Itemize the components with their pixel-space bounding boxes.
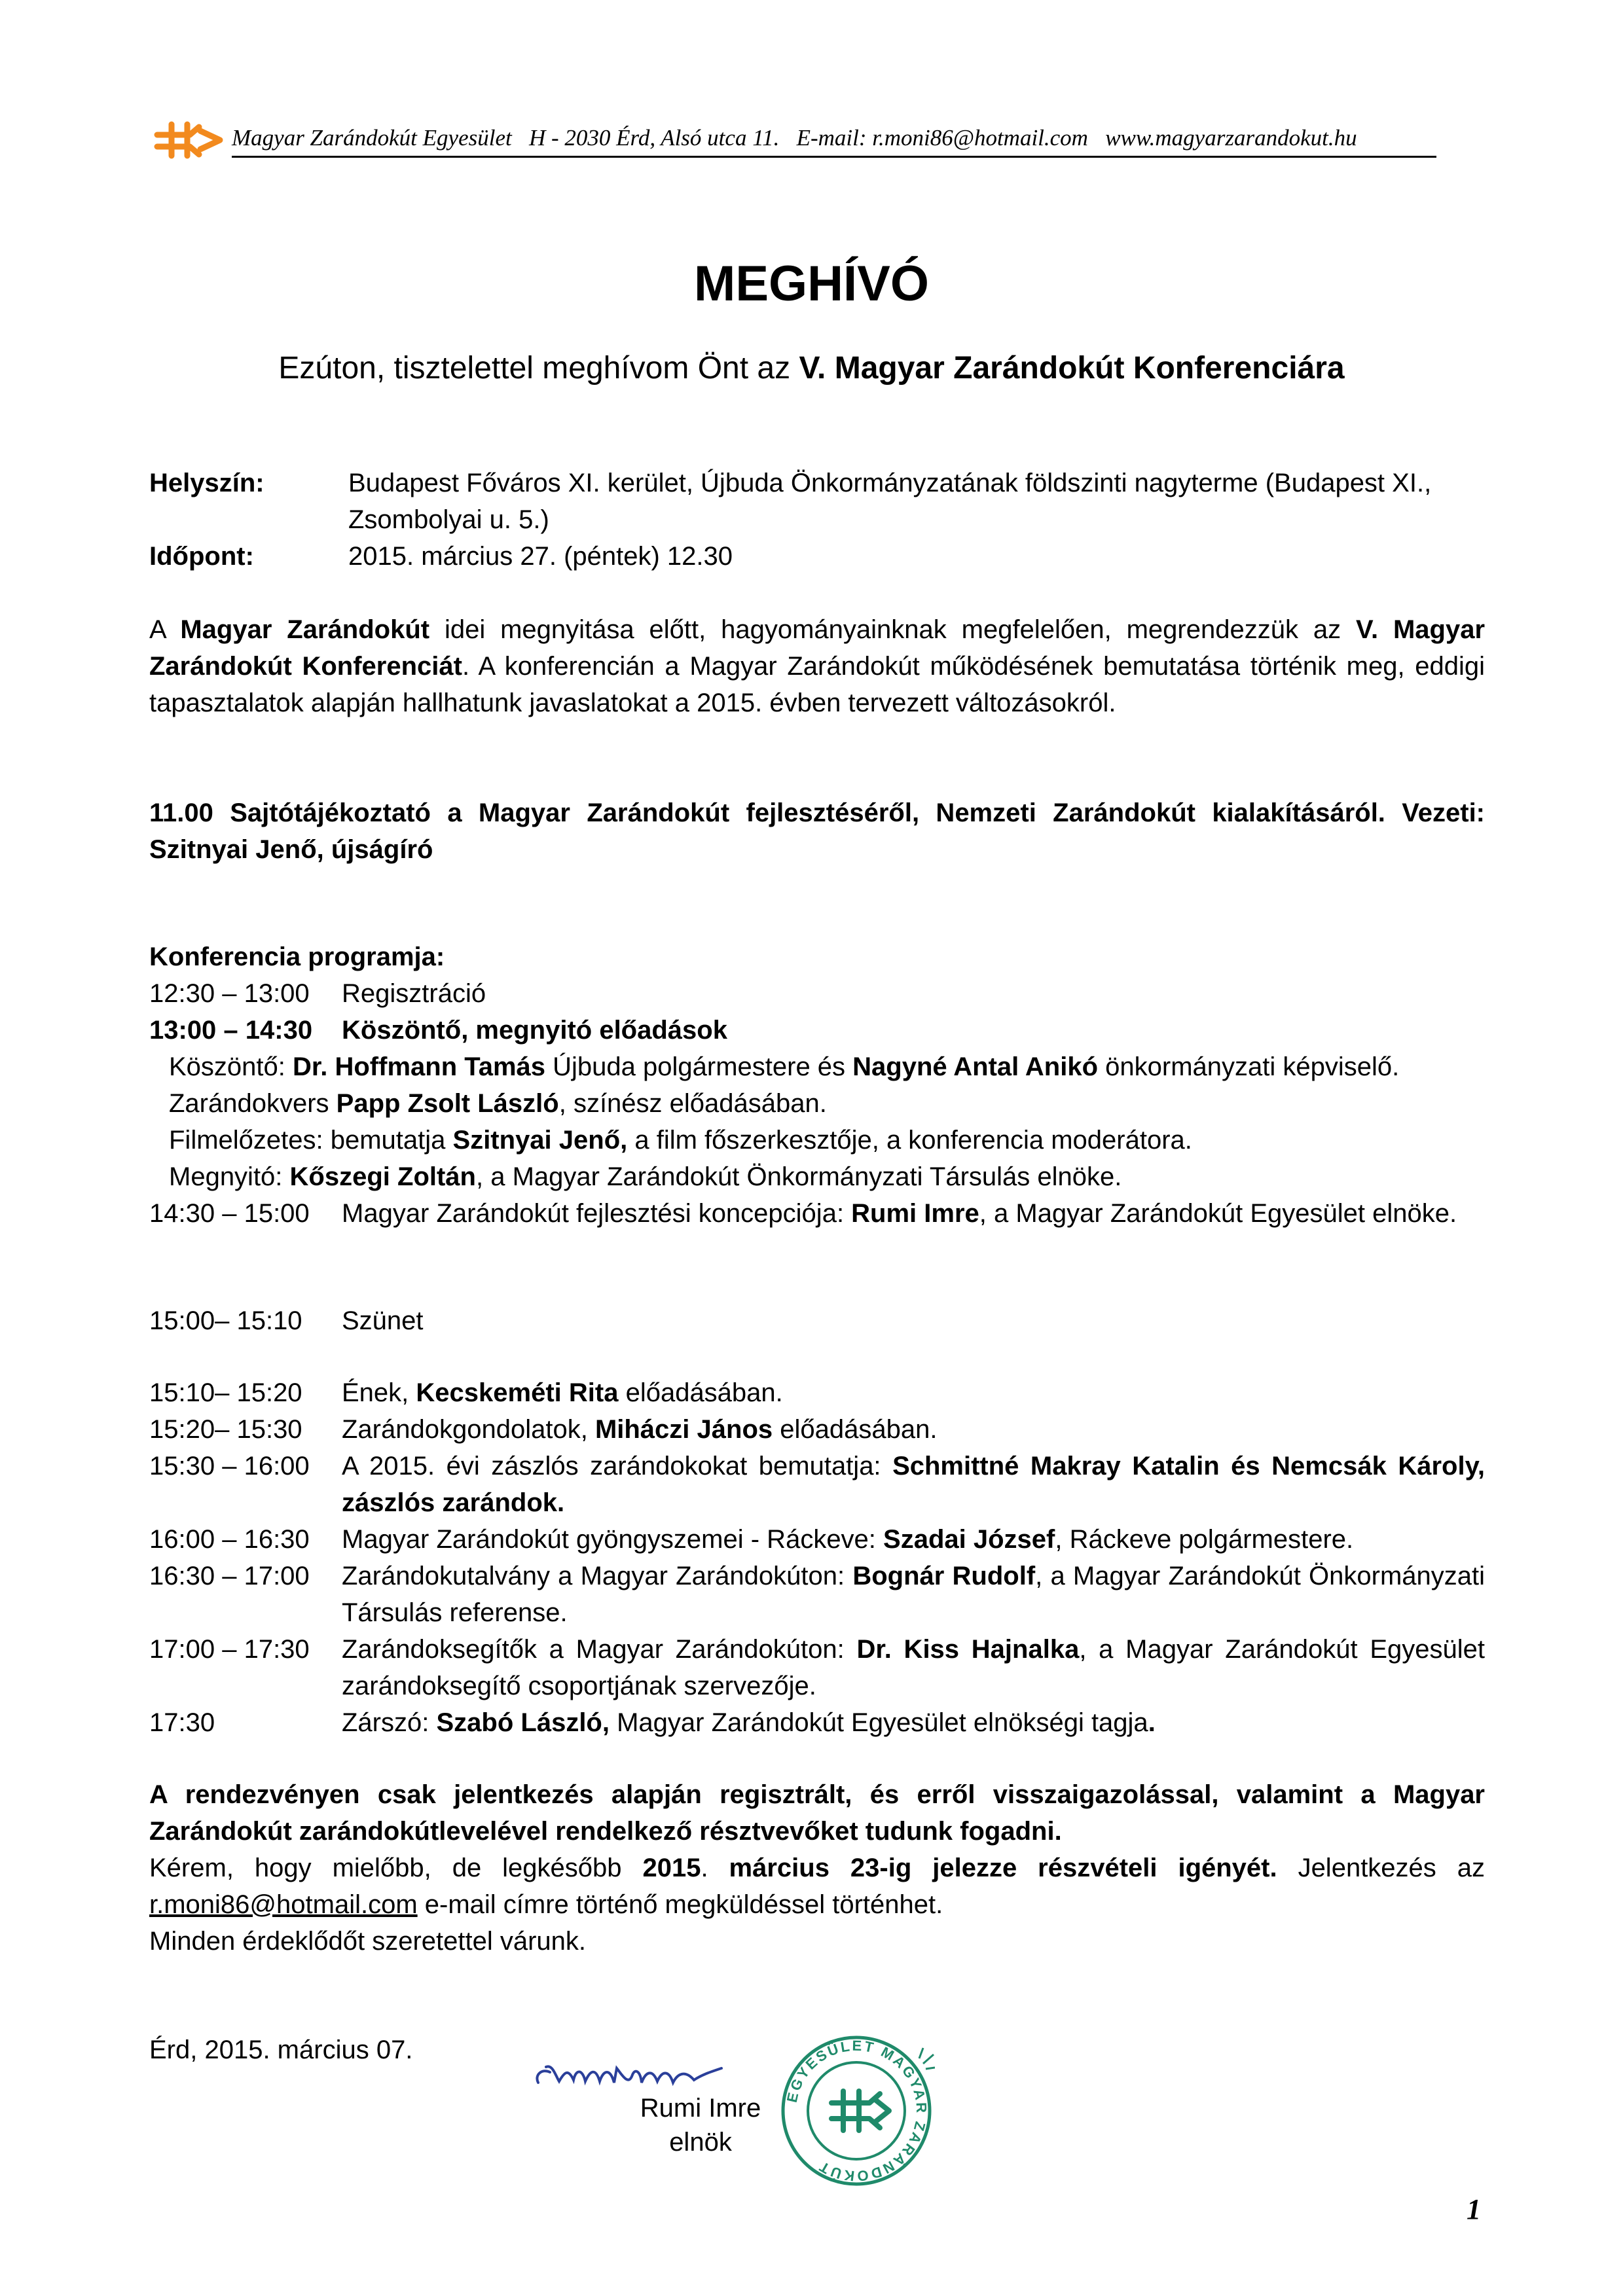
signer-name: Rumi Imre: [640, 2094, 761, 2123]
registration-deadline: Kérem, hogy mielőbb, de legkésőbb 2015. március 23-ig jelezze részvételi igényét. Jelentkezés az r.moni86@hotmail.com e-mail címre történő megküldéssel történhet.: [149, 1854, 1485, 1919]
time-row: [149, 538, 1485, 575]
invitation-subtitle: Ezúton, tisztelettel meghívom Önt az V. Magyar Zarándokút Konferenciára: [278, 351, 1345, 386]
email-link[interactable]: r.moni86@hotmail.com: [149, 1890, 418, 1919]
program-row: 14:30 – 15:00 Magyar Zarándokút fejlesztési koncepciója: Rumi Imre, a Magyar Zarándokút Egyesület elnöke.: [149, 1199, 1457, 1228]
association-stamp: [778, 2032, 935, 2189]
zarandokut-logo-icon: [152, 118, 229, 162]
program-row: 15:30 – 16:00 A 2015. évi zászlós zarándokokat bemutatja: Schmittné Makray Katalin és Nemcsák Károly, zászlós zarándok.: [149, 1452, 1485, 1517]
program-row: 17:00 – 17:30 Zarándoksegítők a Magyar Zarándokúton: Dr. Kiss Hajnalka, a Magyar Zarándokút Egyesület zarándoksegítő csoportjának szervezője.: [149, 1635, 1486, 1700]
welcome-text: Minden érdeklődőt szeretettel várunk.: [149, 1927, 587, 1956]
program-subitem: Köszöntő: Dr. Hoffmann Tamás Újbuda polgármestere és Nagyné Antal Anikó önkormányzati képviselő.: [169, 1052, 1400, 1081]
program-subitem: Filmelőzetes: bemutatja Szitnyai Jenő, a film főszerkesztője, a konferencia moderátora.: [169, 1126, 1192, 1155]
press-conference: 11.00 Sajtótájékoztató a Magyar Zarándokút fejlesztéséről, Nemzeti Zarándokút kialakításáról. Vezeti: Szitnyai Jenő, újságíró: [149, 798, 1485, 864]
program-subitem: Zarándokvers Papp Zsolt László, színész előadásában.: [169, 1089, 827, 1118]
program-row: 16:30 – 17:00 Zarándokutalvány a Magyar Zarándokúton: Bognár Rudolf, a Magyar Zarándokút Önkormányzati Társulás referense.: [149, 1562, 1486, 1627]
date-place: Érd, 2015. március 07.: [149, 2036, 413, 2064]
signer-block: [629, 2091, 773, 2159]
intro-paragraph: A Magyar Zarándokút idei megnyitása előtt, hagyományainknak megfelelően, megrendezzük az V. Magyar Zarándokút Konferenciát. A konferencián a Magyar Zarándokút működésének bemutatása történik meg, eddigi tapasztalatok alapján hallhatunk javaslatokat a 2015. évben tervezett változásokról.: [149, 615, 1486, 717]
time-label: Időpont:: [149, 542, 254, 571]
page-number: 1: [1467, 2193, 1481, 2225]
time-value: 2015. március 27. (péntek) 12.30: [348, 542, 733, 571]
registration-notice: A rendezvényen csak jelentkezés alapján regisztrált, és erről visszaigazolással, valamint a Magyar Zarándokút zarándokútlevelével rendelkező résztvevőket tudunk fogadni.: [149, 1780, 1485, 1846]
svg-text:EGYESÜLET MAGYAR ZARÁNDOKÚT: EGYESÜLET MAGYAR ZARÁNDOKÚT: [783, 2037, 930, 2185]
venue-row: [149, 465, 1485, 538]
program-heading: Konferencia programja:: [149, 942, 445, 971]
venue-value: Budapest Főváros XI. kerület, Újbuda Önkormányzatának földszinti nagyterme (Budapest XI., Zsombolyai u. 5.): [348, 469, 1432, 534]
invitation-page: Magyar Zarándokút Egyesület H - 2030 Érd, Alsó utca 11. E-mail: r.moni86@hotmail.com www.magyarzarandokut.hu MEGHÍVÓ Ezúton, tisztelettel meghívom Önt az V. Magyar Zarándokút Konferenciára Helyszín: Budapest Főváros XI. kerület, Újbuda Önkormányzatának földszinti nagyterme (Budapest XI., Zsombolyai u. 5.) Időpont: 2015. március 27. (péntek) 12.30 A Magyar Zarándokút idei megnyitása előtt, hagyományainknak megfelelően, megrendezzük az V. Magyar Zarándokút Konferenciát. A konferencián a Magyar Zarándokút működésének bemutatása történik meg, eddigi tapasztalatok alapján hallhatunk javaslatokat a 2015. évben tervezett változásokról. 11.00 Sajtótájékoztató a Magyar Zarándokút fejlesztéséről, Nemzeti Zarándokút kialakításáról. Vezeti: Szitnyai Jenő, újságíró Konferencia programja: 12:30 – 13:00 Regisztráció 13:00 – 14:30 Köszöntő, megnyitó előadások Köszöntő: Dr. Hoffmann Tamás Újbuda polgármestere és Nagyné Antal Anikó önkormányzati képviselő. Zarándokvers Papp Zsolt László, színész előadásában. Filmelőzetes: bemutatja Szitnyai Jenő, a film főszerkesztője, a konferencia moderátora. Megnyitó: Kőszegi Zoltán, a Magyar Zarándokút Önkormányzati Társulás elnöke. 14:30 – 15:00 Magyar Zarándokút fejlesztési koncepciója: Rumi Imre, a Magyar Zarándokút Egyesület elnöke. 15:00– 15:10 Szünet 15:10– 15:20 Ének, Kecskeméti Rita előadásában. 15:20– 15:30 Zarándokgondolatok, Miháczi János előadásában. 15:30 – 16:00 A 2015. évi zászlós zarándokokat bemutatja: Schmittné Makray Katalin és Nemcsák Károly, zászlós zarándok. 16:00 – 16:30 Magyar Zarándokút gyöngyszemei - Ráckeve: Szadai József, Ráckeve polgármestere. 16:30 – 17:00 Zarándokutalvány a Magyar Zarándokúton: Bognár Rudolf, a Magyar Zarándokút Önkormányzati Társulás referense. 17:00 – 17:30 Zarándoksegítők a Magyar Zarándokúton: Dr. Kiss Hajnalka, a Magyar Zarándokút Egyesület zarándoksegítő csoportjának szervezője. 17:30 Zárszó: Szabó László, Magyar Zarándokút Egyesület elnökségi tagja. A rendezvényen csak jelentkezés alapján regisztrált, és erről visszaigazolással, valamint a Magyar Zarándokút zarándokútlevelével rendelkező résztvevőket tudunk fogadni. Kérem, hogy mielőbb, de legkésőbb 2015. március 23-ig jelezze részvételi igényét. Jelentkezés az r.moni86@hotmail.com e-mail címre történő megküldéssel történhet. Minden érdeklődőt szeretettel várunk. Érd, 2015. március 07. Rumi Imre elnök EGYESÜLET MAGYAR ZARÁNDOKÚT 1: [0, 0, 1623, 2296]
program-subitem: Megnyitó: Kőszegi Zoltán, a Magyar Zarándokút Önkormányzati Társulás elnöke.: [169, 1162, 1122, 1191]
letterhead-text: Magyar Zarándokút Egyesület H - 2030 Érd, Alsó utca 11. E-mail: r.moni86@hotmail.com www.magyarzarandokut.hu: [232, 123, 1436, 158]
venue-label: Helyszín:: [149, 469, 264, 497]
page-title: MEGHÍVÓ: [694, 256, 929, 312]
letterhead: [152, 118, 1435, 164]
signer-role: elnök: [669, 2128, 732, 2157]
